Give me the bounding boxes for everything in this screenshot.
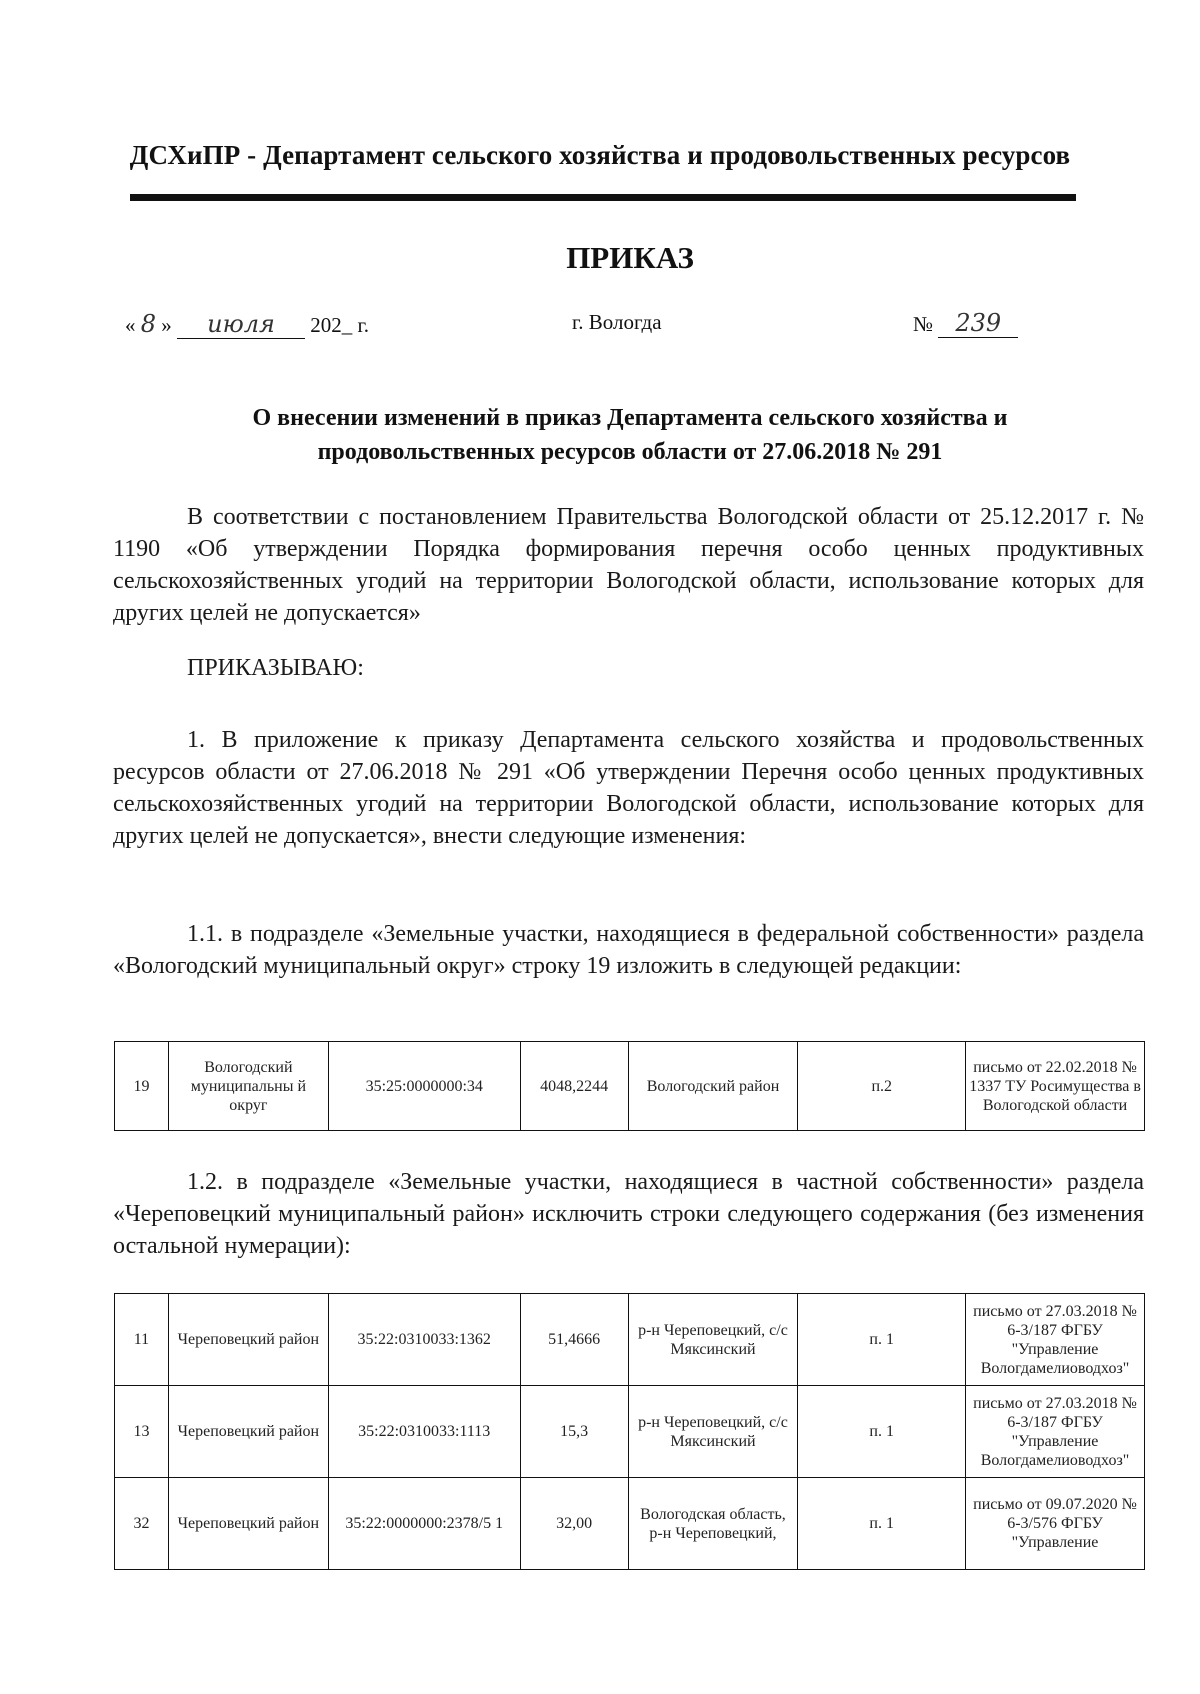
header-rule (130, 194, 1076, 201)
cell-area: 4048,2244 (520, 1042, 628, 1131)
cell-location: Вологодский район (628, 1042, 798, 1131)
cell-source (966, 1042, 1145, 1131)
date-month-field (177, 311, 305, 339)
date-month: июля (207, 310, 275, 338)
cell-source-text: письмо от 27.03.2018 № 6-3/187 ФГБУ "Управление Вологдамелиоводхоз" (973, 1302, 1137, 1377)
subject-line-2: продовольственных ресурсов области от 27.06.2018 № 291 (317, 439, 943, 465)
table-row (115, 1478, 1145, 1570)
cell-criterion: п. 1 (798, 1294, 966, 1386)
cell-location: р-н Череповецкий, с/с Мяксинский (628, 1386, 798, 1478)
cell-location: р-н Череповецкий, с/с Мяксинский (628, 1294, 798, 1386)
cell-num: 19 (115, 1042, 169, 1131)
cell-cadastral: 35:25:0000000:34 (328, 1042, 520, 1131)
cell-cadastral: 35:22:0000000:2378/5 1 (328, 1478, 520, 1570)
cell-num: 32 (115, 1478, 169, 1570)
cell-location: Вологодская область, р-н Череповецкий, (628, 1478, 798, 1570)
cell-area: 51,4666 (520, 1294, 628, 1386)
number-line (913, 310, 1018, 338)
item-1-1-paragraph: 1.1. в подразделе «Земельные участки, находящиеся в федеральной собственности» раздела «Вологодский муниципальный округ» строку 19 изложить в следующей редакции: (113, 921, 1144, 979)
cell-cadastral: 35:22:0310033:1362 (328, 1294, 520, 1386)
item-1-2-paragraph: 1.2. в подразделе «Земельные участки, находящиеся в частной собственности» раздела «Череповецкий муниципальный район» исключить строки следующего содержания (без изменения остальной нумерации): (113, 1169, 1144, 1259)
preamble-paragraph: В соответствии с постановлением Правительства Вологодской области от 25.12.2017 г. № 1190 «Об утверждении Порядка формирования перечня особо ценных продуктивных сельскохозяйственных угодий на территории Вологодской области, использование которых для других целей не допускается» (113, 504, 1144, 626)
cell-source (966, 1294, 1145, 1386)
number-sign: № (913, 312, 934, 336)
number-field (938, 310, 1018, 338)
document-number: 239 (955, 309, 1002, 337)
quote-open: « (125, 313, 136, 337)
quote-close: » (161, 313, 172, 337)
date-line (125, 310, 369, 339)
cell-criterion: п. 1 (798, 1386, 966, 1478)
cell-cadastral: 35:22:0310033:1113 (328, 1386, 520, 1478)
table-row-19-replacement (114, 1041, 1145, 1131)
cell-district: Череповецкий район (168, 1294, 328, 1386)
department-header: ДСХиПР - Департамент сельского хозяйства и продовольственных ресурсов (129, 140, 1071, 170)
city: г. Вологда (572, 310, 662, 334)
item-1-paragraph: 1. В приложение к приказу Департамента сельского хозяйства и продовольственных ресурсов области от 27.06.2018 № 291 «Об утверждении Перечня особо ценных продуктивных сельскохозяйственных угодий на территории Вологодской области, использование которых для других целей не допускается», внести следующие изменения: (113, 727, 1144, 849)
cell-district: Череповецкий район (168, 1386, 328, 1478)
cell-district: Череповецкий район (168, 1478, 328, 1570)
table-row (115, 1386, 1145, 1478)
order-word: ПРИКАЗЫВАЮ: (187, 655, 364, 681)
cell-criterion: п.2 (798, 1042, 966, 1131)
cell-source-text: письмо от 22.02.2018 № 1337 ТУ Росимущества в Вологодской области (969, 1058, 1141, 1114)
cell-source (966, 1478, 1145, 1570)
cell-district: Вологодский муниципальны й округ (168, 1042, 328, 1131)
cell-num: 11 (115, 1294, 169, 1386)
cell-area: 32,00 (520, 1478, 628, 1570)
date-day: 8 (140, 310, 157, 338)
cell-source-text: письмо от 27.03.2018 № 6-3/187 ФГБУ "Управление Вологдамелиоводхоз" (973, 1394, 1137, 1469)
date-year: 202_ г. (310, 313, 370, 337)
subject-heading (150, 401, 1110, 469)
document-title: ПРИКАЗ (566, 240, 694, 275)
cell-area: 15,3 (520, 1386, 628, 1478)
cell-criterion: п. 1 (798, 1478, 966, 1570)
cell-num: 13 (115, 1386, 169, 1478)
table-row (115, 1042, 1145, 1131)
table-row (115, 1294, 1145, 1386)
table-excluded-rows (114, 1293, 1145, 1570)
cell-source-text: письмо от 09.07.2020 № 6-3/576 ФГБУ "Управление (973, 1496, 1137, 1551)
subject-line-1: О внесении изменений в приказ Департамента сельского хозяйства и (252, 405, 1008, 431)
cell-source (966, 1386, 1145, 1478)
